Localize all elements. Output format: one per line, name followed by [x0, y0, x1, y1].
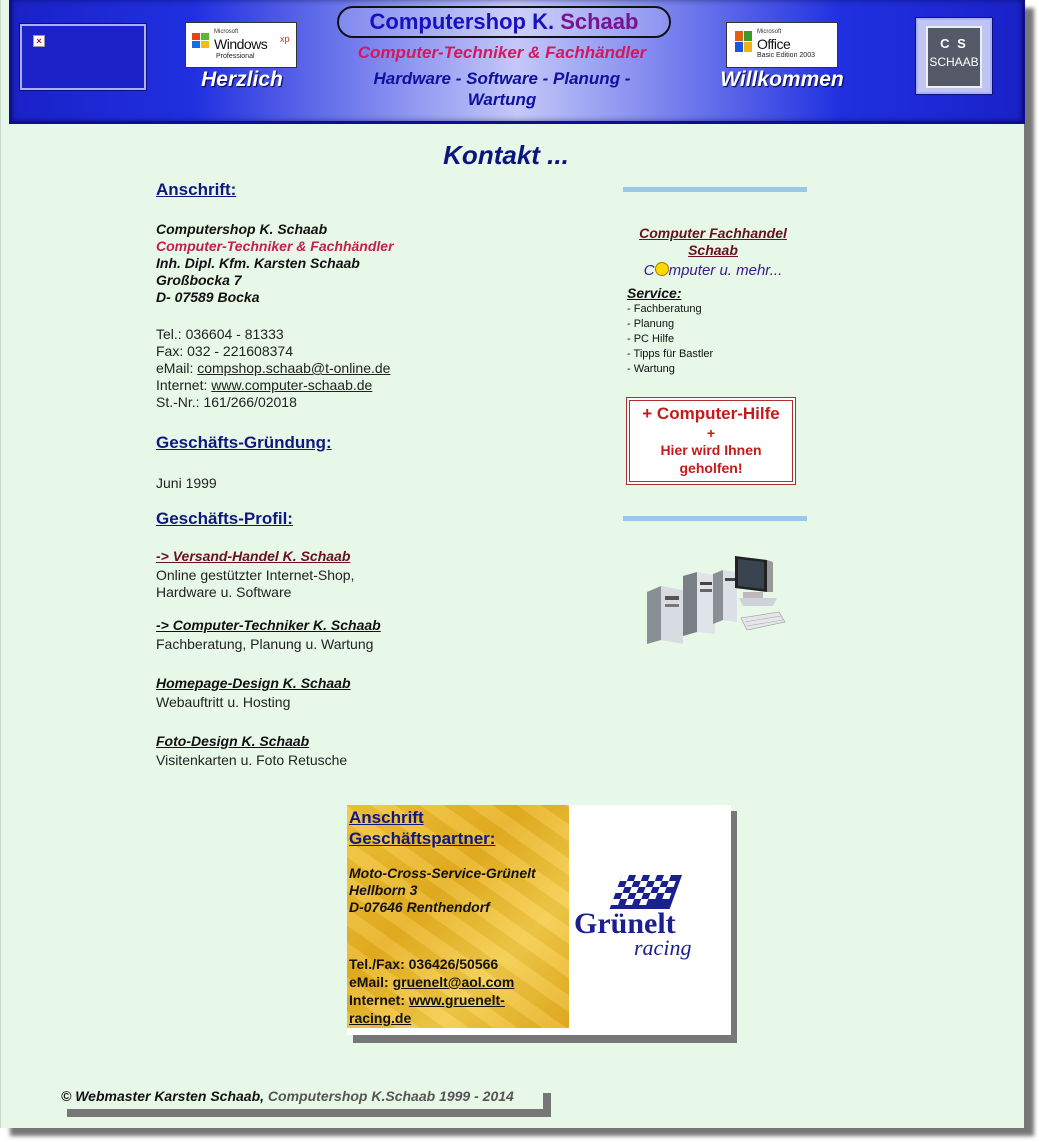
email-link[interactable]: compshop.schaab@t-online.de	[197, 360, 391, 376]
office-logo-icon	[735, 31, 753, 53]
greeting-left: Herzlich	[201, 68, 283, 91]
website-link[interactable]: www.computer-schaab.de	[211, 377, 373, 393]
partner-info-panel	[347, 805, 569, 1028]
motto: C mputer u. mehr...	[643, 262, 783, 279]
broken-image-icon: ×	[33, 35, 45, 47]
page-title: Kontakt ...	[443, 140, 569, 170]
office-2003-logo[interactable]: Microsoft Office Basic Edition 2003	[726, 22, 838, 68]
list-item: - PC Hilfe	[627, 333, 675, 345]
phone: Tel.: 036604 - 81333	[156, 326, 284, 342]
profil-desc-versand: Online gestützter Internet-Shop, Hardware u. Software	[156, 567, 355, 600]
gruenelt-racing-logo[interactable]	[572, 873, 722, 963]
fachhandel-link[interactable]: Computer Fachhandel Schaab	[639, 225, 787, 258]
divider-bottom	[623, 516, 807, 521]
partner-heading: Anschrift Geschäftspartner:	[349, 808, 496, 848]
windows-xp-logo[interactable]: Microsoft Windows xp Professional	[185, 22, 297, 68]
profil-desc-homepage: Webauftritt u. Hosting	[156, 694, 291, 710]
broken-image-placeholder	[20, 24, 146, 90]
profil-link-homepage[interactable]: Homepage-Design K. Schaab	[156, 675, 351, 691]
footer: © Webmaster Karsten Schaab, Computershop K.Schaab 1999 - 2014	[59, 1085, 543, 1109]
anschrift-heading: Anschrift:	[156, 180, 237, 199]
profil-link-foto[interactable]: Foto-Design K. Schaab	[156, 733, 310, 749]
profil-desc-foto: Visitenkarten u. Foto Retusche	[156, 752, 348, 768]
list-item: - Planung	[627, 318, 675, 330]
list-item: - Fachberatung	[627, 303, 702, 315]
tax-number: St.-Nr.: 161/266/02018	[156, 394, 297, 410]
profil-desc-techniker: Fachberatung, Planung u. Wartung	[156, 636, 374, 652]
svg-text:racing: racing	[634, 935, 692, 960]
svg-text:Grünelt: Grünelt	[574, 907, 676, 940]
internet-row: Internet: www.computer-schaab.de	[156, 377, 373, 393]
profil-link-techniker[interactable]: -> Computer-Techniker K. Schaab	[156, 617, 381, 633]
windows-flag-icon	[192, 33, 210, 49]
partner-email-link[interactable]: gruenelt@aol.com	[392, 974, 515, 990]
service-list	[627, 302, 713, 377]
cs-schaab-logo[interactable]: C S SCHAAB	[916, 18, 992, 94]
service-heading: Service:	[627, 285, 682, 301]
gruendung-heading: Geschäfts-Gründung:	[156, 433, 332, 452]
site-title: Computershop K. Schaab	[337, 6, 671, 38]
list-item: - Wartung	[627, 363, 675, 375]
partner-website-link[interactable]: www.gruenelt-	[408, 992, 505, 1008]
partner-website-link-cont[interactable]: racing.de	[349, 1010, 412, 1026]
site-tagline: Hardware - Software - Planung - Wartung	[373, 69, 631, 109]
greeting-right: Willkommen	[720, 68, 844, 91]
address-block: Computershop K. Schaab Computer-Techniker & Fachhändler Inh. Dipl. Kfm. Karsten Schaab Großbocka 7 D- 07589 Bocka	[156, 221, 394, 305]
divider-top	[623, 187, 807, 192]
computer-hilfe-banner[interactable]: + Computer-Hilfe + Hier wird Ihnen geholfen!	[626, 397, 796, 485]
fax: Fax: 032 - 221608374	[156, 343, 293, 359]
gruendung-date: Juni 1999	[156, 475, 217, 491]
contact-block	[156, 326, 390, 411]
email-row: eMail: compshop.schaab@t-online.de	[156, 360, 391, 376]
partner-contact: Tel./Fax: 036426/50566 eMail: gruenelt@aol.com Internet: www.gruenelt- racing.de	[349, 956, 515, 1026]
partner-address: Moto-Cross-Service-Grünelt Hellborn 3 D-07646 Renthendorf	[349, 865, 536, 915]
site-subtitle: Computer-Techniker & Fachhändler	[357, 43, 647, 62]
partner-card	[347, 805, 731, 1035]
computer-illustration	[643, 552, 788, 646]
list-item: - Tipps für Bastler	[627, 348, 714, 360]
profil-heading: Geschäfts-Profil:	[156, 509, 293, 528]
site-header	[9, 0, 1025, 124]
copyright-icon: ©	[61, 1088, 72, 1104]
profil-link-versand[interactable]: -> Versand-Handel K. Schaab	[156, 548, 351, 564]
smiley-icon	[655, 262, 669, 276]
